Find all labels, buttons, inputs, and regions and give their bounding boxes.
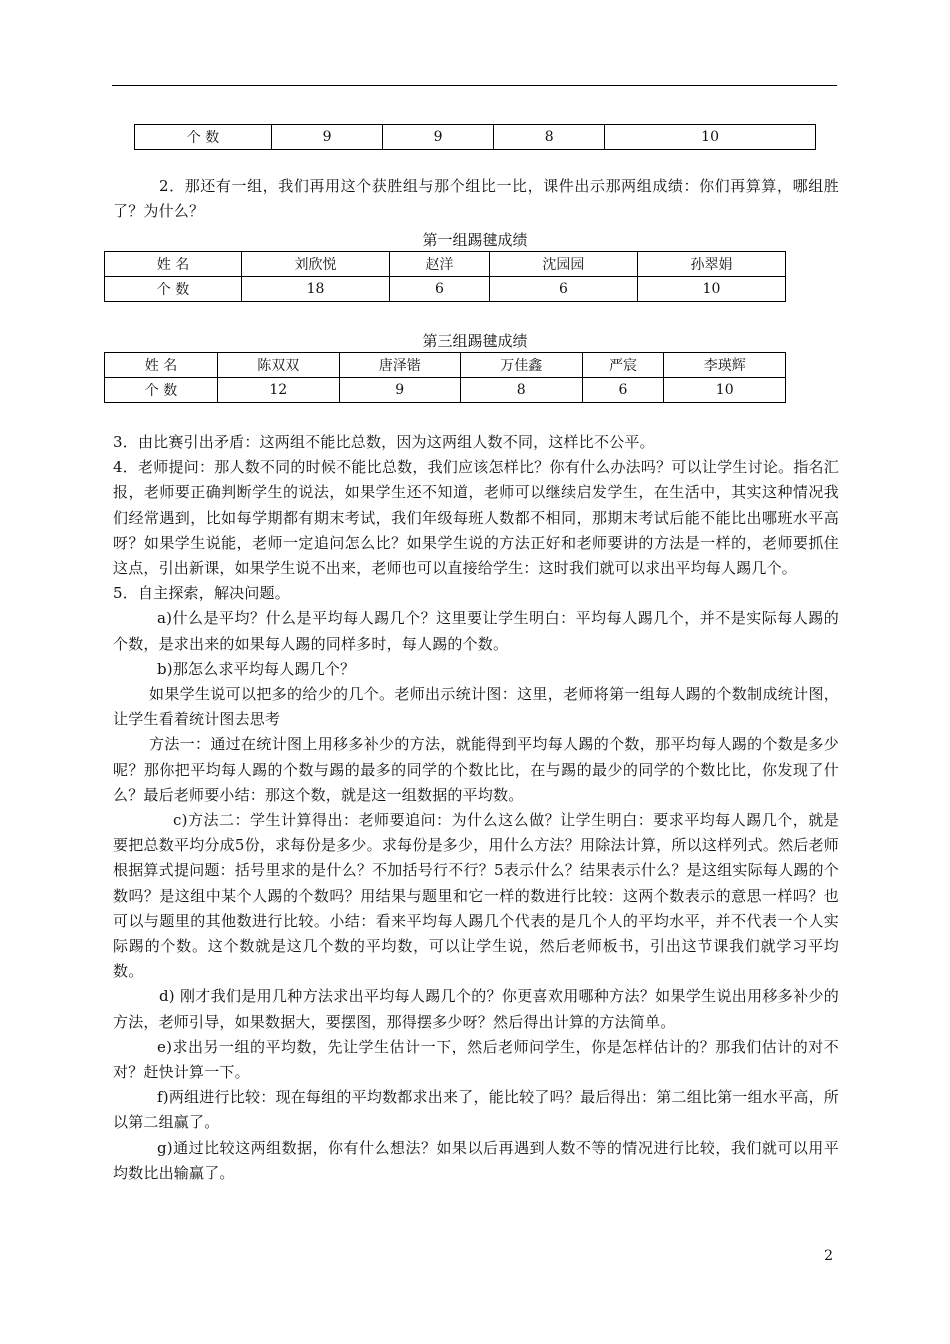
table-cell: 李瑛辉 xyxy=(664,353,786,378)
header-rule xyxy=(112,85,837,86)
paragraph-b: b)那怎么求平均每人踢几个？ xyxy=(157,659,356,678)
table-cell: 8 xyxy=(494,125,605,150)
table-cell: 10 xyxy=(637,277,785,302)
table-cell: 沈园园 xyxy=(489,252,637,277)
table-row xyxy=(105,252,786,277)
paragraph-b-detail: 如果学生说可以把多的给少的几个。老师出示统计图：这里，老师将第一组每人踢的个数制成统计图，让学生看着统计图去思考 xyxy=(113,685,839,729)
paragraph-method-1: 方法一：通过在统计图上用移多补少的方法，就能得到平均每人踢的个数，那平均每人踢的个数是多少呢？那你把平均每人踢的个数与踢的最多的同学的个数比比，在与踢的最少的同学的个数比比，你发现了什么？最后老师要小结：那这个数，就是这一组数据的平均数。 xyxy=(113,735,839,804)
count-header: 个 数 xyxy=(105,378,218,403)
table-cell: 9 xyxy=(383,125,494,150)
row-label: 个 数 xyxy=(135,125,272,150)
table-cell: 9 xyxy=(339,378,461,403)
table-cell: 赵洋 xyxy=(390,252,490,277)
table-cell: 8 xyxy=(461,378,583,403)
table-row xyxy=(105,277,786,302)
name-header: 姓 名 xyxy=(105,353,218,378)
group1-table xyxy=(104,251,786,302)
paragraph-d: d) 刚才我们是用几种方法求出平均每人踢几个的？你更喜欢用哪种方法？如果学生说出用移多补少的方法，老师引导，如果数据大，要摆图，那得摆多少呀？然后得出计算的方法简单。 xyxy=(113,987,839,1031)
table-cell: 9 xyxy=(272,125,383,150)
table-cell: 唐泽锴 xyxy=(339,353,461,378)
count-header: 个 数 xyxy=(105,277,242,302)
paragraph-5: 5．自主探索，解决问题。 xyxy=(113,584,290,603)
table-cell: 6 xyxy=(390,277,490,302)
table-cell: 18 xyxy=(242,277,390,302)
paragraph-3: 3．由比赛引出矛盾：这两组不能比总数，因为这两组人数不同，这样比不公平。 xyxy=(113,433,655,451)
paragraph-4: 4．老师提问：那人数不同的时候不能比总数，我们应该怎样比？你有什么办法吗？可以让学生讨论。指名汇报，老师要正确判断学生的说法，如果学生还不知道，老师可以继续启发学生，在生活中，其实这种情况我们经常遇到，比如每学期都有期末考试，我们年级每班人数都不相同，那期末考试后能不能比出哪班水平高呀？如果学生说能，老师一定追问怎么比？如果学生说的方法正好和老师要讲的方法是一样的，老师要抓住这点，引出新课，如果学生说不出来，老师也可以直接给学生：这时我们就可以求出平均每人踢几个。 xyxy=(113,458,839,578)
paragraph-c: c)方法二：学生计算得出：老师要追问：为什么这么做？让学生明白：要求平均每人踢几个，就是要把总数平均分成5份，求每份是多少。求每份是多少，用什么方法？用除法计算，所以这样列式。然后老师根据算式提问题：括号里求的是什么？不加括号行不行？5表示什么？结果表示什么？是这组实际每人踢的个数吗？是这组中某个人踢的个数吗？用结果与题里和它一样的数进行比较：这两个数表示的意思一样吗？也可以与题里的其他数进行比较。小结：看来平均每人踢几个代表的是几个人的平均水平，并不代表一个人实际踢的个数。这个数就是这几个数的平均数，可以让学生说，然后老师板书，引出这节课我们就学习平均数。 xyxy=(113,811,839,981)
table-cell: 严宸 xyxy=(582,353,664,378)
table-cell: 10 xyxy=(605,125,816,150)
body-text xyxy=(113,430,839,1186)
table-cell: 陈双双 xyxy=(218,353,340,378)
table-cell: 刘欣悦 xyxy=(242,252,390,277)
table-row xyxy=(135,125,816,150)
page-number: 2 xyxy=(824,1248,833,1264)
paragraph-2: 2．那还有一组，我们再用这个获胜组与那个组比一比，课件出示那两组成绩：你们再算算，哪组胜了？为什么？ xyxy=(113,177,839,221)
paragraph-a: a)什么是平均？什么是平均每人踢几个？这里要让学生明白：平均每人踢几个，并不是实际每人踢的个数，是求出来的如果每人踢的同样多时，每人踢的个数。 xyxy=(113,609,839,653)
paragraph-g: g)通过比较这两组数据，你有什么想法？如果以后再遇到人数不等的情况进行比较，我们就可以用平均数比出输赢了。 xyxy=(113,1138,839,1182)
group1-caption: 第一组踢毽成绩 xyxy=(422,231,528,249)
table-cell: 6 xyxy=(582,378,664,403)
table-cell: 万佳鑫 xyxy=(461,353,583,378)
paragraph-f: f)两组进行比较：现在每组的平均数都求出来了，能比较了吗？最后得出：第二组比第一组水平高，所以第二组赢了。 xyxy=(113,1088,839,1132)
group3-table xyxy=(104,352,786,403)
top-count-table xyxy=(134,124,816,150)
table-row xyxy=(105,353,786,378)
group3-caption: 第三组踢毽成绩 xyxy=(422,332,528,350)
table-cell: 10 xyxy=(664,378,786,403)
table-cell: 6 xyxy=(489,277,637,302)
paragraph-e: e)求出另一组的平均数，先让学生估计一下，然后老师问学生，你是怎样估计的？那我们估计的对不对？赶快计算一下。 xyxy=(113,1037,839,1082)
table-cell: 12 xyxy=(218,378,340,403)
table-row xyxy=(105,378,786,403)
table-cell: 孙翠娟 xyxy=(637,252,785,277)
name-header: 姓 名 xyxy=(105,252,242,277)
